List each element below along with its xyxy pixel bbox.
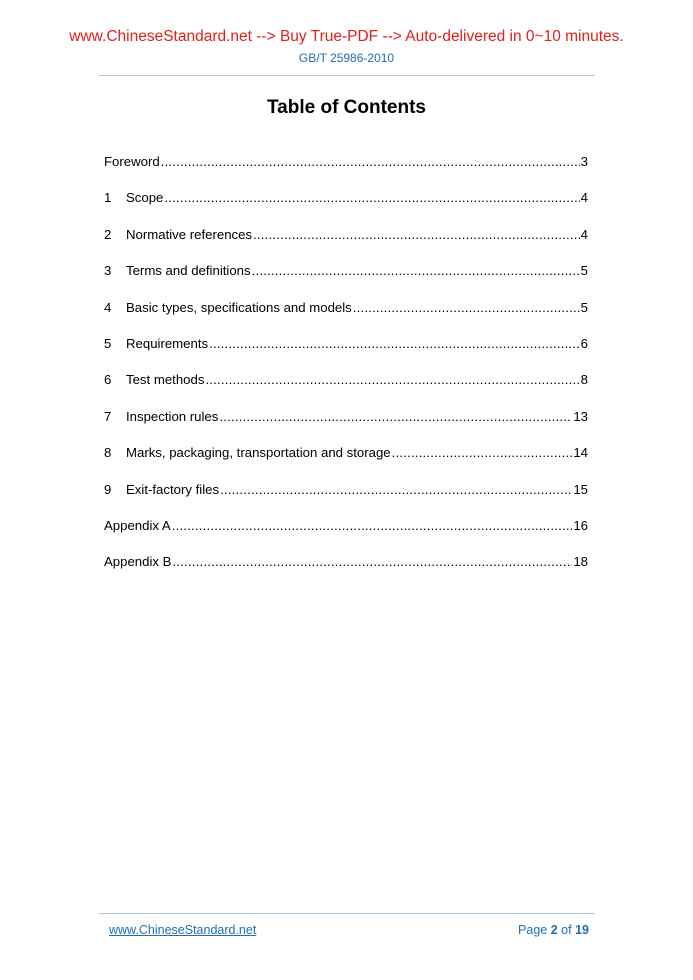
toc-entry-number: 9 <box>104 481 112 497</box>
toc-entry[interactable] <box>104 444 588 480</box>
toc-entry[interactable] <box>104 153 588 189</box>
page-title: Table of Contents <box>266 97 427 118</box>
table-of-contents <box>104 153 588 590</box>
toc-entry-title: Foreword <box>104 154 160 169</box>
toc-dot-leader <box>353 299 580 317</box>
toc-entry-title: Test methods <box>126 372 205 388</box>
footer-divider <box>99 913 595 914</box>
toc-entry-page: 4 <box>580 226 588 242</box>
toc-entry[interactable] <box>104 371 588 407</box>
page-prefix: Page <box>518 923 548 937</box>
toc-entry[interactable] <box>104 481 588 517</box>
toc-dot-leader <box>392 444 573 462</box>
toc-entry-page: 13 <box>573 408 588 424</box>
toc-dot-leader <box>209 335 580 353</box>
toc-entry[interactable] <box>104 553 588 589</box>
toc-entry-title: Inspection rules <box>126 408 219 424</box>
toc-entry[interactable] <box>104 517 588 553</box>
page-separator: of <box>561 923 572 937</box>
toc-entry[interactable] <box>104 299 588 335</box>
toc-dot-leader <box>172 553 572 571</box>
toc-entry-title: Appendix B <box>104 554 172 570</box>
toc-entry-title: Requirements <box>126 335 209 351</box>
toc-entry-title: Exit-factory files <box>126 481 220 497</box>
toc-dot-leader <box>161 153 580 171</box>
toc-dot-leader <box>164 189 579 207</box>
toc-dot-leader <box>220 481 572 499</box>
toc-dot-leader <box>205 371 579 389</box>
toc-entry-title: Appendix A <box>104 517 171 533</box>
toc-entry-page: 4 <box>580 190 588 206</box>
toc-entry-title: Scope <box>126 190 164 206</box>
toc-entry[interactable] <box>104 335 588 371</box>
toc-dot-leader <box>252 262 580 280</box>
toc-dot-leader <box>253 226 580 244</box>
toc-entry-title: Basic types, specifications and models <box>126 299 352 315</box>
toc-entry[interactable] <box>104 189 588 225</box>
toc-entry[interactable] <box>104 226 588 262</box>
toc-entry-page: 14 <box>573 445 588 461</box>
toc-entry-page: 18 <box>573 554 588 570</box>
footer-website-link[interactable]: www.ChineseStandard.net <box>109 923 257 937</box>
header-divider <box>99 75 595 76</box>
toc-entry-page: 6 <box>580 335 588 351</box>
toc-entry-number: 8 <box>104 445 112 461</box>
page-indicator <box>518 923 589 937</box>
toc-entry-page: 5 <box>580 299 588 315</box>
toc-entry-number: 6 <box>104 372 112 388</box>
toc-entry-number: 4 <box>104 299 112 315</box>
toc-dot-leader <box>219 408 572 426</box>
toc-entry-title: Terms and definitions <box>126 263 251 279</box>
toc-entry-title: Normative references <box>126 226 253 242</box>
toc-dot-leader <box>172 517 573 535</box>
toc-entry-number: 7 <box>104 408 112 424</box>
toc-entry-page: 16 <box>573 517 588 533</box>
page-total: 19 <box>575 923 589 937</box>
toc-entry-number: 3 <box>104 263 112 279</box>
toc-entry-number: 5 <box>104 335 112 351</box>
page-current: 2 <box>550 923 558 937</box>
toc-entry-title: Marks, packaging, transportation and storage <box>126 445 391 461</box>
promo-banner[interactable]: www.ChineseStandard.net --> Buy True-PDF --> Auto-delivered in 0~10 minutes. <box>69 28 624 45</box>
toc-entry-page: 3 <box>580 154 588 169</box>
toc-entry-number: 1 <box>104 190 112 206</box>
toc-entry[interactable] <box>104 262 588 298</box>
toc-entry-page: 8 <box>580 372 588 388</box>
toc-entry[interactable] <box>104 408 588 444</box>
document-id: GB/T 25986-2010 <box>298 51 395 65</box>
toc-entry-page: 5 <box>580 263 588 279</box>
toc-entry-number: 2 <box>104 226 112 242</box>
toc-entry-page: 15 <box>573 481 588 497</box>
